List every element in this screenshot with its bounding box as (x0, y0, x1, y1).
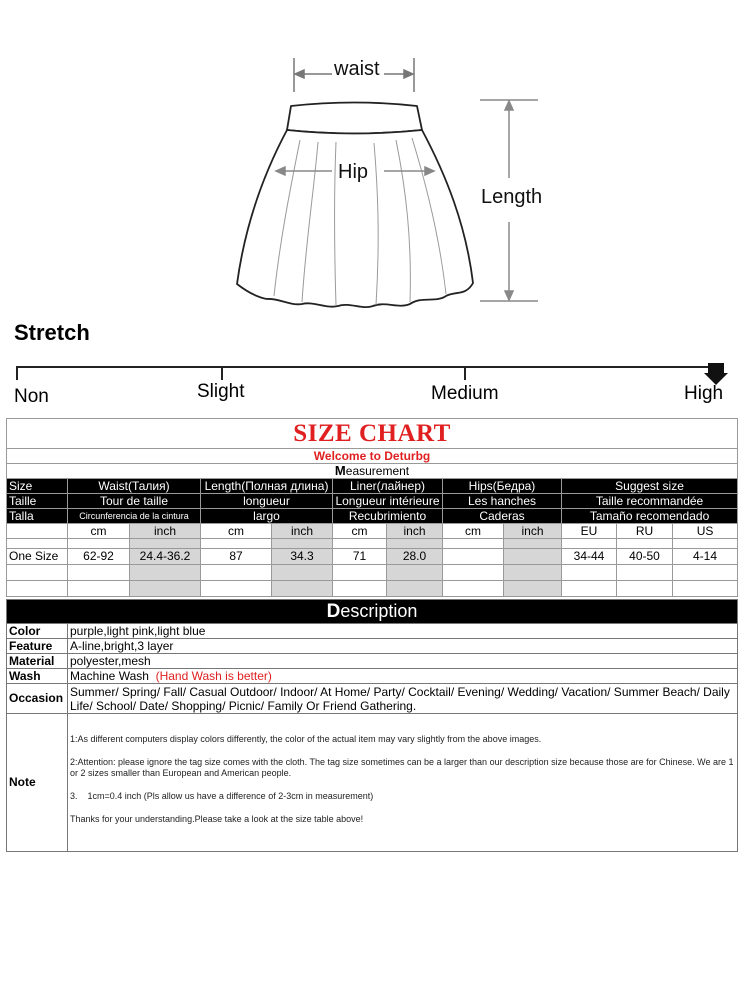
header-fr-suggest-size: Taille recommandée (562, 494, 738, 509)
measurement-heading: Measurement (7, 464, 738, 479)
description-table (6, 599, 738, 852)
ru-size-cell: 40-50 (617, 549, 673, 565)
header-fr-waist: Tour de taille (68, 494, 201, 509)
stretch-level-non: Non (14, 386, 49, 407)
welcome-banner: Welcome to Deturbg (7, 449, 738, 464)
unit-cell: inch (130, 524, 201, 539)
length-label: Length (481, 186, 543, 208)
wash-method: Machine Wash (70, 668, 149, 683)
note-item: 2:Attention: please ignore the tag size comes with the cloth. The tag size sometimes can be a larger than our description size because those are for Chinese. We are 1 or 2 sizes smaller than European and American people. (70, 757, 734, 778)
spacer-row (7, 539, 738, 549)
header-es-length: largo (201, 509, 333, 524)
header-suggest-size: Suggest size (562, 479, 738, 494)
length-cm-cell: 87 (201, 549, 272, 565)
material-value: polyester,mesh (68, 654, 738, 669)
wash-label: Wash (7, 669, 68, 684)
wash-value (68, 669, 738, 684)
header-row-french (7, 494, 738, 509)
unit-cell: inch (387, 524, 443, 539)
header-length: Length(Полная длина) (201, 479, 333, 494)
unit-cell: RU (617, 524, 673, 539)
header-fr-size: Taille (7, 494, 68, 509)
note-item: 1:As different computers display colors differently, the color of the actual item may vary slightly from the above images. (70, 734, 542, 744)
header-fr-liner: Longueur intérieure (333, 494, 443, 509)
unit-cell: cm (68, 524, 130, 539)
skirt-outline (237, 103, 473, 308)
header-es-liner: Recubrimiento (333, 509, 443, 524)
header-fr-hips: Les hanches (443, 494, 562, 509)
header-row-english (7, 479, 738, 494)
header-row-spanish (7, 509, 738, 524)
us-size-cell: 4-14 (673, 549, 738, 565)
unit-cell: cm (443, 524, 504, 539)
note-label: Note (7, 714, 68, 852)
note-item: Thanks for your understanding.Please take a look at the size table above! (70, 814, 364, 824)
wash-note: (Hand Wash is better) (155, 668, 272, 683)
header-es-suggest-size: Tamaño recomendado (562, 509, 738, 524)
stretch-level-slight: Slight (197, 381, 245, 402)
units-row (7, 524, 738, 539)
unit-cell: cm (201, 524, 272, 539)
waist-label: waist (334, 58, 380, 80)
feature-label: Feature (7, 639, 68, 654)
liner-inch-cell: 28.0 (387, 549, 443, 565)
hips-cm-cell (443, 549, 504, 565)
header-es-waist: Circunferencia de la cintura (68, 509, 201, 524)
waist-inch-cell: 24.4-36.2 (130, 549, 201, 565)
unit-cell: cm (333, 524, 387, 539)
empty-row (7, 565, 738, 581)
length-inch-cell: 34.3 (272, 549, 333, 565)
unit-cell: EU (562, 524, 617, 539)
header-size: Size (7, 479, 68, 494)
occasion-value: Summer/ Spring/ Fall/ Casual Outdoor/ Indoor/ At Home/ Party/ Cocktail/ Evening/ Wedding/ Vacation/ Summer Beach/ Daily Life/ School/ Date/ Shopping/ Picnic/ Family Or Friend Gathering. (68, 684, 738, 714)
skirt-measurement-diagram (0, 0, 750, 310)
header-fr-length: longueur (201, 494, 333, 509)
unit-cell: inch (504, 524, 562, 539)
color-value: purple,light pink,light blue (68, 624, 738, 639)
unit-cell: US (673, 524, 738, 539)
table-row (7, 549, 738, 565)
empty-row (7, 581, 738, 597)
eu-size-cell: 34-44 (562, 549, 617, 565)
header-liner: Liner(лайнер) (333, 479, 443, 494)
header-hips: Hips(Бедра) (443, 479, 562, 494)
waist-cm-cell: 62-92 (68, 549, 130, 565)
description-title: Description (7, 600, 738, 624)
header-es-hips: Caderas (443, 509, 562, 524)
unit-cell-blank (7, 524, 68, 539)
size-chart-title: SIZE CHART (7, 419, 738, 449)
stretch-scale-line (0, 355, 750, 415)
stretch-title: Stretch (14, 320, 90, 345)
liner-cm-cell: 71 (333, 549, 387, 565)
stretch-level-medium: Medium (431, 383, 499, 404)
size-chart-table (6, 418, 738, 597)
note-item: 3. 1cm=0.4 inch (Pls allow us have a difference of 2-3cm in measurement) (70, 791, 374, 801)
header-es-size: Talla (7, 509, 68, 524)
color-label: Color (7, 624, 68, 639)
occasion-label: Occasion (7, 684, 68, 714)
header-waist: Waist(Талия) (68, 479, 201, 494)
material-label: Material (7, 654, 68, 669)
hip-label: Hip (338, 161, 369, 183)
hips-inch-cell (504, 549, 562, 565)
size-cell: One Size (7, 549, 68, 565)
feature-value: A-line,bright,3 layer (68, 639, 738, 654)
unit-cell: inch (272, 524, 333, 539)
stretch-level-high: High (684, 383, 724, 404)
note-text (68, 714, 738, 852)
